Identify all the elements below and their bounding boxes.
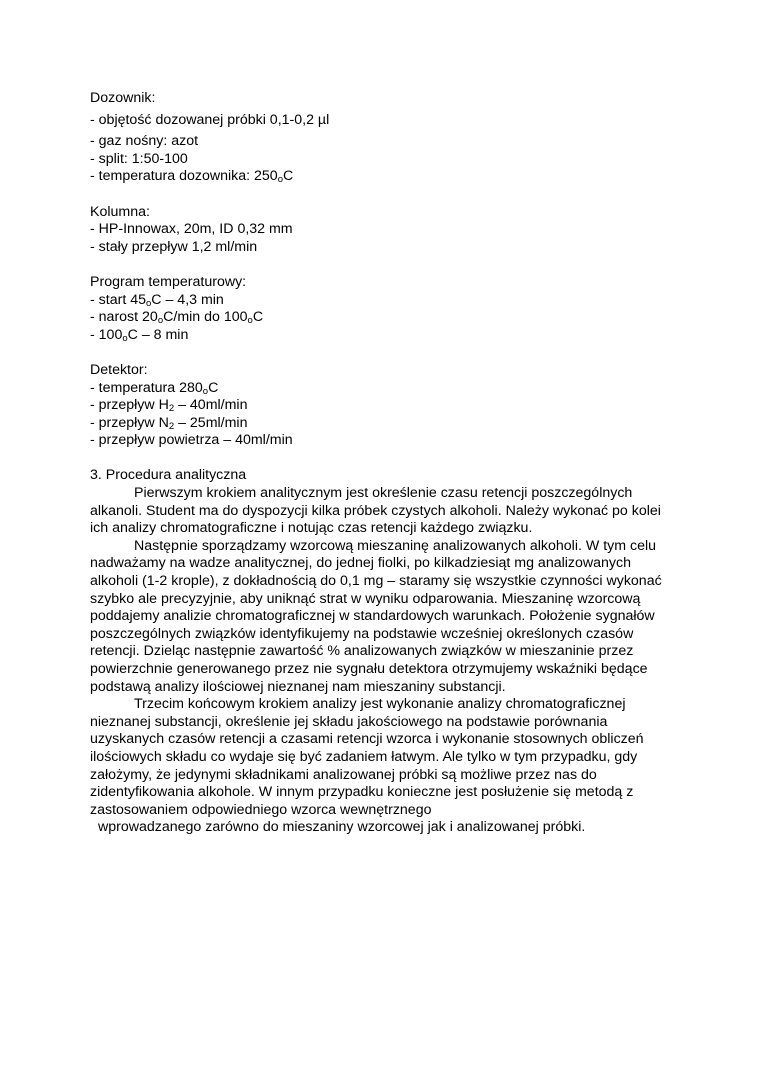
dozownik-item-split: - split: 1:50-100	[90, 150, 188, 167]
section-heading-program: Program temperaturowy:	[90, 273, 247, 290]
dozownik-item-temperature: - temperatura dozownika: $250_oC$	[90, 168, 294, 186]
detektor-item-h2-flow: - przepływ $H_2 - 40ml/\min$	[90, 397, 248, 415]
kolumna-item-type: - HP-Innowax, 20m, ID 0,32 mm	[90, 221, 293, 238]
detektor-item-air-flow: - przepływ powietrza – 40ml/min	[90, 432, 293, 449]
kolumna-item-flow: - stały przepływ 1,2 ml/min	[90, 238, 258, 255]
program-item-end: - $100_oC - 8$ min	[90, 326, 189, 344]
section-heading-detektor: Detektor:	[90, 361, 148, 378]
section-heading-dozownik: Dozownik:	[90, 90, 156, 106]
procedura-paragraph-1: Pierwszym krokiem analitycznym jest określenie czasu retencji poszczególnych alkanoli. Student ma do dyspozycji kilka próbek czystych alkoholi. Należy wykonać po kolei ich analizy chromatograficzne i notując czas retencji każdego związku.	[90, 485, 661, 537]
section-dozownik	[90, 90, 680, 186]
section-procedura	[90, 467, 680, 836]
procedura-paragraph-2: Następnie sporządzamy wzorcową mieszaninę analizowanych alkoholi. W tym celu nadważamy na wadze analitycznej, do jednej fiolki, po kilkadziesiąt mg analizowanych alkoholi (1-2 krople), z dokładnością do 0,1 mg – staramy się wszystkie czynności wykonać szybko ale precyzyjnie, aby uniknąć strat w wyniku odparowania. Mieszaninę wzorcową poddajemy analizie chromatograficznej w standardowych warunkach. Położenie sygnałów poszczególnych związków identyfikujemy na podstawie wcześniej określonych czasów retencji. Dzieląc następnie zawartość % analizowanych związków w mieszaninie przez powierzchnie generowanego przez nie sygnału detektora otrzymujemy wskaźniki będące podstawą analizy ilościowej nieznanej nam mieszaniny substancji.	[90, 537, 662, 695]
detektor-item-temperature: - temperatura $280_oC$	[90, 379, 219, 397]
program-item-ramp: - narost $20_oC/\min$ do $100_oC$	[90, 309, 264, 327]
section-kolumna	[90, 204, 680, 257]
section-heading-procedura: 3. Procedura analityczna	[90, 467, 247, 484]
program-item-start: - start $45_oC - 4,3$ min	[90, 291, 224, 309]
procedura-paragraph-3-last-line: wprowadzanego zarówno do mieszaniny wzorcowej jak i analizowanej próbki.	[98, 819, 586, 836]
section-program	[90, 274, 680, 344]
dozownik-item-carrier-gas: - gaz nośny: azot	[90, 133, 199, 150]
section-heading-kolumna: Kolumna:	[90, 203, 150, 220]
dozownik-item-volume: - objętość dozowanej próbki 0,1-0,2 µl	[90, 111, 330, 128]
section-detektor	[90, 362, 680, 450]
procedura-paragraph-3: Trzecim końcowym krokiem analizy jest wykonanie analizy chromatograficznej nieznanej substancji, określenie jej składu jakościowego na podstawie porównania uzyskanych czasów retencji a czasami retencji wzorca i wykonanie stosownych obliczeń ilościowych składu co wydaje się być zadaniem łatwym. Ale tylko w tym przypadku, gdy założymy, że jedynymi składnikami analizowanej próbki są możliwe przez nas do zidentyfikowania alkohole. W innym przypadku konieczne jest posłużenie się metodą z zastosowaniem odpowiedniego wzorca wewnętrznego	[90, 696, 644, 818]
detektor-item-n2-flow: - przepływ $N_2 - 25ml/\min$	[90, 414, 248, 432]
document-page	[90, 90, 680, 837]
